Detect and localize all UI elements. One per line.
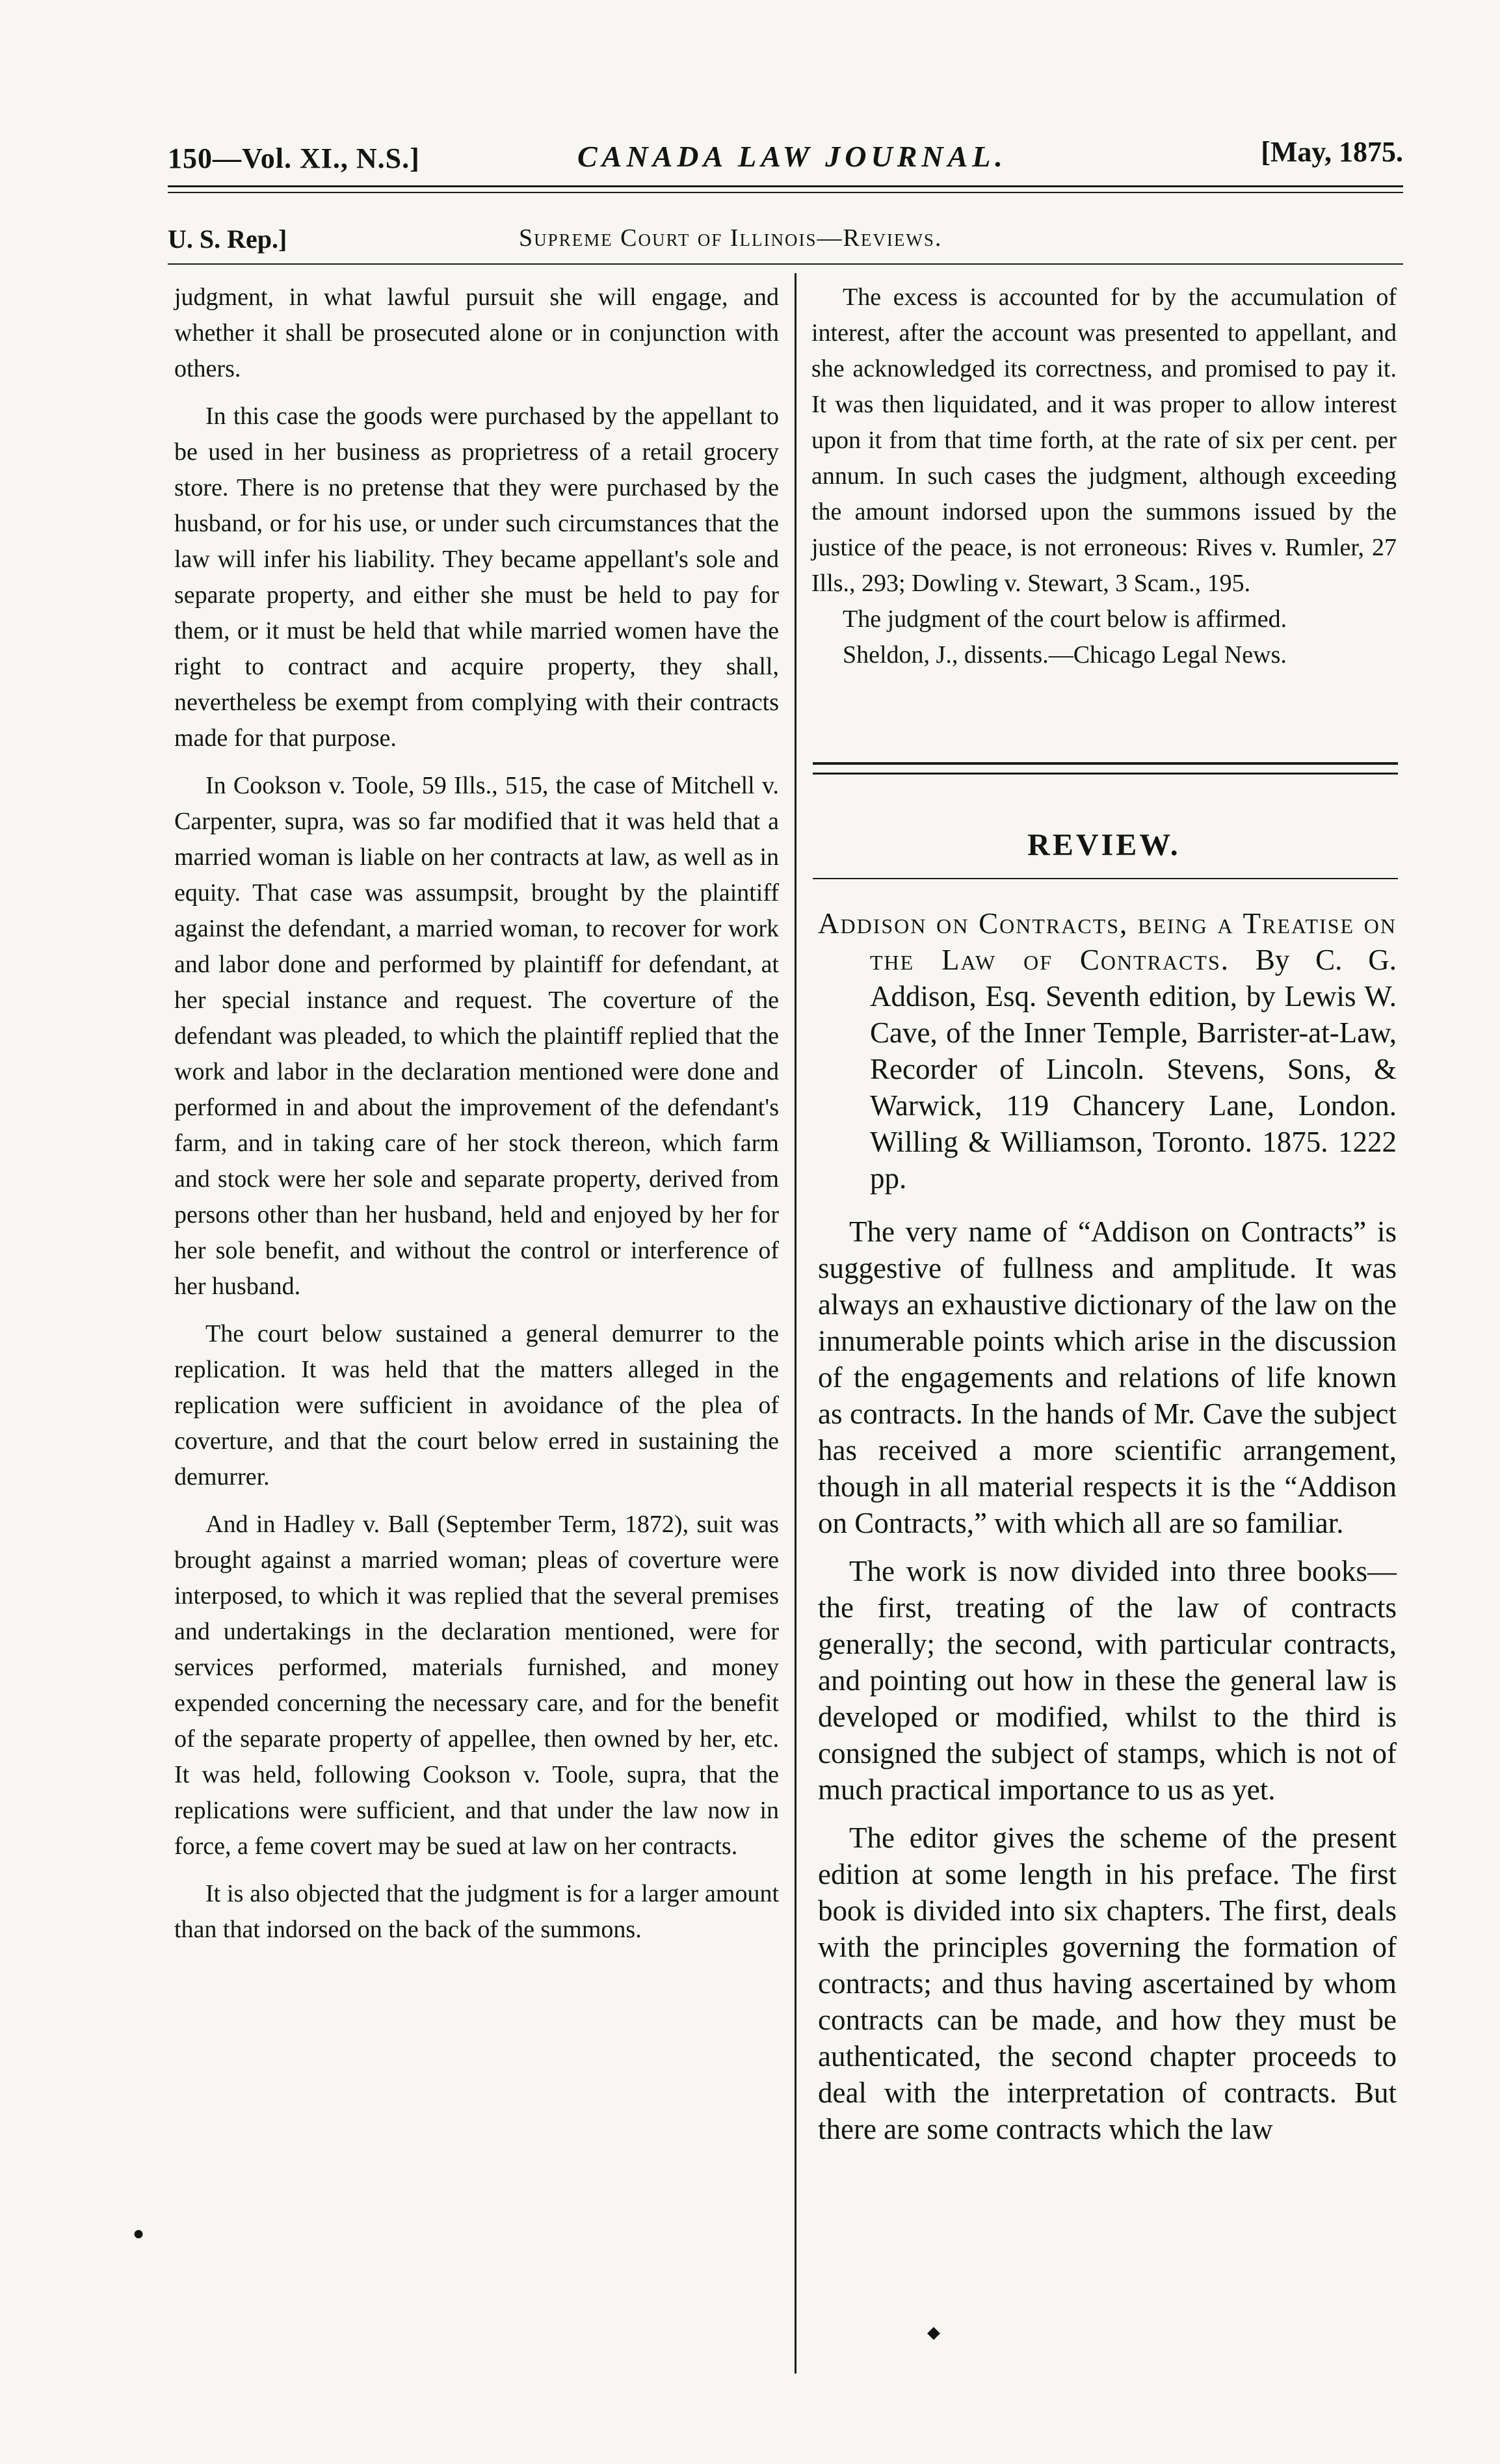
head-rule-top [168, 185, 1403, 187]
right-column-case [811, 280, 1397, 673]
running-head [168, 135, 1403, 181]
column-divider [795, 273, 796, 2374]
left-paragraph-3: In Cookson v. Toole, 59 Ills., 515, the case of Mitchell v. Carpenter, supra, was so far modified that it was held that a married woman is liable on her contracts at law, as well as in equity. That case was assumpsit, brought by the plaintiff against the defendant, a married woman, to recover for work and labor done and performed by plaintiff for defendant, at her special instance and request. The coverture of the defendant was pleaded, to which the plaintiff replied that the work and labor in the declaration mentioned were done and performed in and about the improvement of the defendant's farm, and in taking care of her stock thereon, which farm and stock were her sole and separate property, derived from persons other than her husband, held and enjoyed by her for her sole benefit, and without the control or interference of her husband. [174, 772, 779, 1300]
journal-title: CANADA LAW JOURNAL. [577, 140, 1007, 173]
review-paragraph-1: The very name of “Addison on Contracts” is suggestive of fullness and amplitude. It was always an exhaustive dictionary of the law on the innumerable points which arise in the discussion of the engagements and relations of life known as contracts. In the hands of Mr. Cave the subject has received a more scientific arrangement, though in all material respects it is the “Addison on Contracts,” with which all are so familiar. [818, 1215, 1397, 1539]
book-details: By C. G. Addison, Esq. Seventh edition, by Lewis W. Cave, of the Inner Temple, Barrister-at-Law, Recorder of Lincoln. Stevens, Sons, & Warwick, 119 Chancery Lane, London. Willing & Williamson, Toronto. 1875. 1222 pp. [870, 944, 1397, 1195]
section-left: U. S. Rep.] [168, 224, 287, 254]
left-column [174, 280, 779, 1948]
section-title: Supreme Court of Illinois—Reviews. [519, 224, 943, 252]
section-rule [168, 263, 1403, 265]
left-paragraph-4: The court below sustained a general demurrer to the replication. It was held that the matters alleged in the replication were sufficient in avoidance of the plea of coverture, and that the court below erred in sustaining the demurrer. [174, 1320, 779, 1490]
section-head [168, 221, 1403, 260]
left-paragraph-6: It is also objected that the judgment is for a larger amount than that indorsed on the back of the summons. [174, 1880, 779, 1943]
book-entry [818, 905, 1397, 1197]
margin-mark-bottom: ◆ [927, 2323, 940, 2342]
review-heading: REVIEW. [1027, 828, 1181, 862]
review-heading-rule [813, 878, 1398, 879]
review-paragraph-2: The work is now divided into three books—the first, treating of the law of contracts generally; the second, with particular contracts, and pointing out how in these the general law is developed or modified, whilst to the third is consigned the subject of stamps, which is not of much practical importance to us as yet. [818, 1555, 1397, 1806]
review-paragraph-3: The editor gives the scheme of the present edition at some length in his preface. The first book is divided into six chapters. The first, deals with the principles governing the formation of contracts; and thus having ascertained by whom contracts can be made, and how they must be authenticated, the second chapter proceeds to deal with the interpretation of contracts. But there are some contracts which the law [818, 1822, 1397, 2145]
case-end-rule [813, 762, 1398, 775]
margin-mark-left: ● [133, 2223, 145, 2244]
page-volume: 150—Vol. XI., N.S.] [168, 142, 420, 174]
left-paragraph-5: And in Hadley v. Ball (September Term, 1872), suit was brought against a married woman; pleas of coverture were interposed, to which it was replied that the several premises and undertakings in the declaration mentioned, were for services performed, materials furnished, and money expended concerning the necessary care, and for the benefit of the separate property of appellee, then owned by her, etc. It was held, following Cookson v. Toole, supra, that the replications were sufficient, and that under the law now in force, a feme covert may be sued at law on her contracts. [174, 1511, 779, 1860]
review-body [818, 905, 1397, 2147]
issue-date: [May, 1875. [1261, 136, 1403, 168]
right-paragraph-3: Sheldon, J., dissents.—Chicago Legal News. [843, 641, 1287, 669]
right-paragraph-2: The judgment of the court below is affirmed. [843, 605, 1287, 633]
left-paragraph-1: judgment, in what lawful pursuit she will engage, and whether it shall be prosecuted alone or in conjunction with others. [174, 284, 779, 382]
left-paragraph-2: In this case the goods were purchased by the appellant to be used in her business as proprietress of a retail grocery store. There is no pretense that they were purchased by the husband, or for his use, or under such circumstances that the law will infer his liability. They became appellant's sole and separate property, and either she must be held to pay for them, or it must be held that while married women have the right to contract and acquire property, they shall, nevertheless be exempt from complying with their contracts made for that purpose. [174, 403, 779, 752]
right-paragraph-1: The excess is accounted for by the accumulation of interest, after the account was presented to appellant, and she acknowledged its correctness, and promised to pay it. It was then liquidated, and it was proper to allow interest upon it from that time forth, at the rate of six per cent. per annum. In such cases the judgment, although exceeding the amount indorsed upon the summons issued by the justice of the peace, is not erroneous: Rives v. Rumler, 27 Ills., 293; Dowling v. Stewart, 3 Scam., 195. [811, 284, 1397, 597]
head-rule-bottom [168, 192, 1403, 193]
book-title: Addison on Contracts, being a Treatise on the Law of Contracts. [818, 907, 1397, 976]
review-heading-block [811, 827, 1397, 863]
